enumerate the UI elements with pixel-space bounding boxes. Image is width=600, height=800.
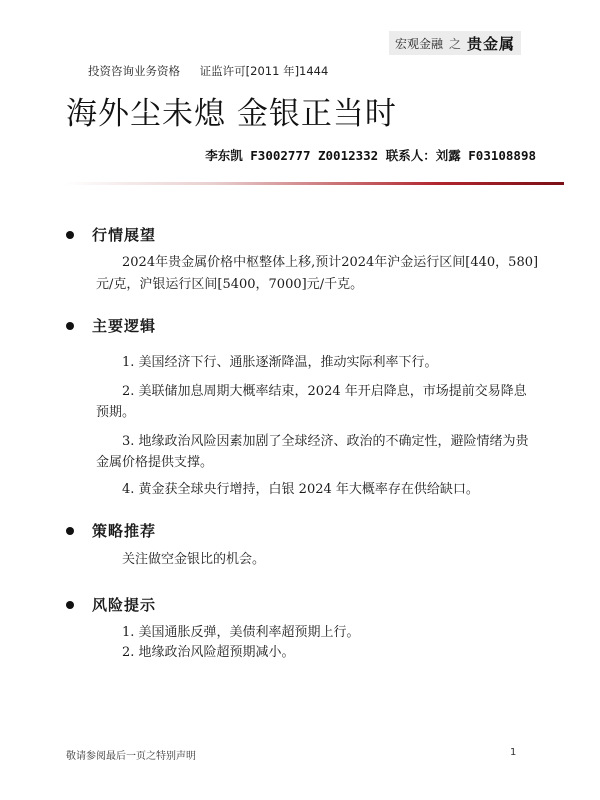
bullet-icon <box>66 527 74 535</box>
author-line: 李东凯 F3002777 Z0012332 联系人：刘露 F03108898 <box>205 148 536 163</box>
logic-item: 2. 美联储加息周期大概率结束，2024 年开启降息，市场提前交易降息预期。 <box>96 384 527 420</box>
section-risk-heading <box>66 594 156 615</box>
report-category-tag <box>389 31 521 55</box>
license-number: 证监许可[2011 年]1444 <box>199 64 329 78</box>
series-label: 宏观金融 <box>395 36 444 51</box>
logic-item: 1. 美国经济下行、通胀逐渐降温，推动实际利率下行。 <box>122 355 438 370</box>
bullet-icon <box>66 231 74 239</box>
section-title: 风险提示 <box>92 596 157 614</box>
bullet-icon <box>66 601 74 609</box>
section-logic-heading <box>66 315 156 336</box>
outlook-paragraph: 2024年贵金属价格中枢整体上移,预计2024年沪金运行区间[440，580]元/克，沪银运行区间[5400，7000]元/千克。 <box>96 255 539 292</box>
risk-item: 2. 地缘政治风险超预期减小。 <box>122 645 295 660</box>
separator-label: 之 <box>449 36 462 51</box>
license-qualification: 投资咨询业务资格 <box>88 64 180 78</box>
section-title: 行情展望 <box>92 226 157 244</box>
section-title: 策略推荐 <box>92 522 157 540</box>
page-number: 1 <box>510 747 517 758</box>
section-strategy-heading <box>66 520 156 541</box>
report-title: 海外尘未熄 金银正当时 <box>66 96 397 132</box>
logic-item: 3. 地缘政治风险因素加剧了全球经济、政治的不确定性，避险情绪为贵金属价格提供支撑。 <box>96 434 529 470</box>
logic-item: 4. 黄金获全球央行增持，白银 2024 年大概率存在供给缺口。 <box>122 482 479 497</box>
header-divider <box>64 182 564 185</box>
section-title: 主要逻辑 <box>92 317 157 335</box>
strategy-paragraph: 关注做空金银比的机会。 <box>122 552 266 567</box>
license-line <box>88 63 344 79</box>
category-label: 贵金属 <box>467 34 516 53</box>
risk-item: 1. 美国通胀反弹，美债利率超预期上行。 <box>122 625 360 640</box>
bullet-icon <box>66 322 74 330</box>
section-outlook-heading <box>66 224 156 245</box>
disclaimer-note: 敬请参阅最后一页之特别声明 <box>66 751 196 762</box>
